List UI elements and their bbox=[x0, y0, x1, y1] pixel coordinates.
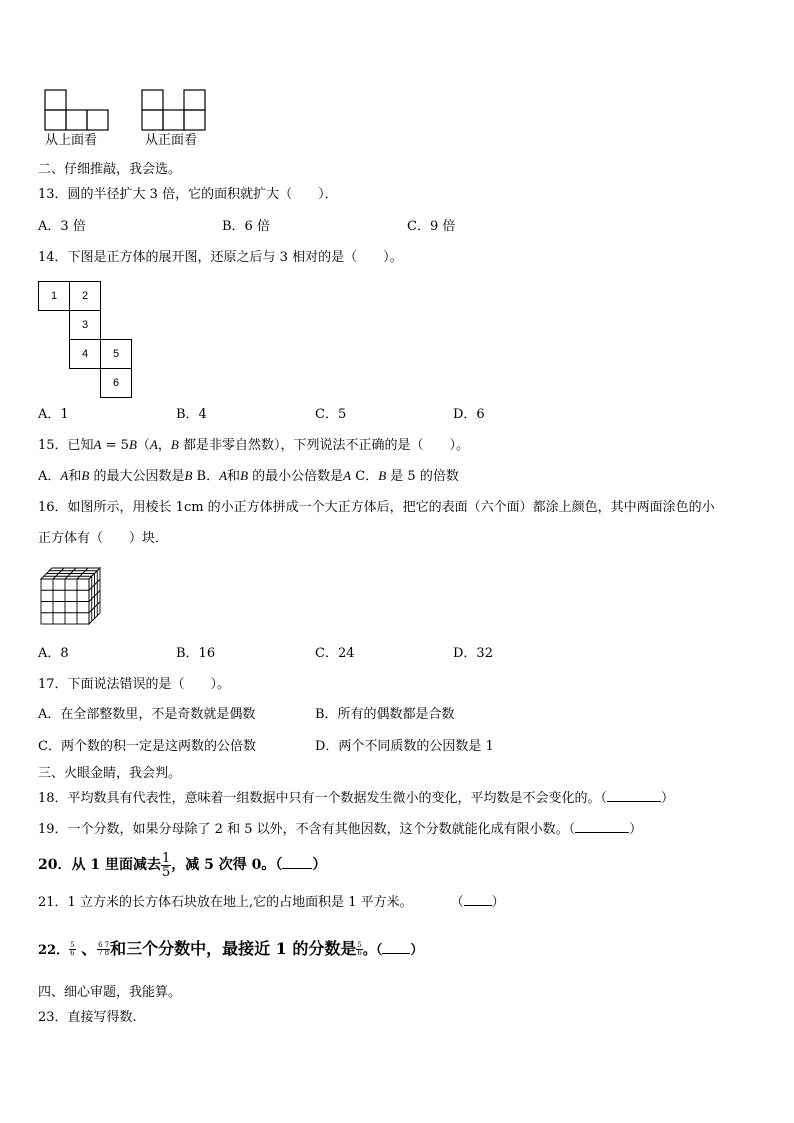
q17-option-d: D．两个不同质数的公因数是 1 bbox=[315, 739, 494, 754]
q15-options bbox=[38, 468, 459, 485]
question-23: 23．直接写得数. bbox=[38, 1010, 137, 1025]
q18-text: 18．平均数具有代表性，意味着一组数据中只有一个数据发生微小的变化，平均数是不会变化的。（ bbox=[38, 791, 608, 806]
q22-f4-den: 6 bbox=[357, 949, 362, 957]
q14-option-c: C．5 bbox=[315, 407, 347, 422]
q20-prefix: 20．从 1 里面减去 bbox=[38, 857, 161, 873]
q21-answer-blank[interactable] bbox=[464, 905, 492, 906]
question-21 bbox=[38, 895, 505, 911]
q22-f3-den: 8 bbox=[104, 949, 110, 957]
q21-close: ） bbox=[491, 895, 505, 910]
q22-f1-den: 6 bbox=[70, 949, 75, 957]
q15-opt-b-var2: B bbox=[240, 468, 249, 483]
q22-f3-num: 7 bbox=[104, 941, 110, 949]
q20-fraction bbox=[161, 852, 171, 879]
q15-opt-a-label: A． bbox=[38, 469, 61, 484]
question-13: 13．圆的半径扩大 3 倍，它的面积就扩大（ ）． bbox=[38, 187, 338, 202]
q13-option-a: A．3 倍 bbox=[38, 219, 86, 234]
q19-text: 19．一个分数，如果分母除了 2 和 5 以外，不含有其他因数，这个分数就能化成有限小数。（ bbox=[38, 822, 576, 837]
q18-answer-blank[interactable] bbox=[607, 801, 661, 802]
net-cell-6: 6 bbox=[100, 368, 132, 398]
q16-option-a: A．8 bbox=[38, 646, 69, 661]
net-cell-4: 4 bbox=[69, 339, 101, 369]
q15-cond-tail: 都是非零自然数），下列说法不正确的是（ ）。 bbox=[178, 438, 469, 453]
q22-f4-num: 5 bbox=[357, 941, 362, 949]
q15-opt-a-and: 和 bbox=[68, 469, 82, 484]
q15-cond-a: A bbox=[149, 437, 158, 452]
q22-close: ） bbox=[410, 943, 424, 958]
net-cell-5: 5 bbox=[100, 339, 132, 369]
question-20 bbox=[38, 850, 326, 880]
q16-option-d: D．32 bbox=[453, 646, 493, 661]
q16-option-b: B．16 bbox=[176, 646, 216, 661]
q15-opt-a-var2: B bbox=[81, 468, 90, 483]
q15-opt-c-var1: B bbox=[378, 468, 387, 483]
q15-opt-b-var3: A bbox=[343, 468, 352, 483]
q20-answer-blank[interactable] bbox=[282, 868, 312, 869]
section-title: 二、仔细推敲，我会选。 bbox=[38, 162, 182, 177]
q15-opt-b-text: 的最小公倍数是 bbox=[248, 469, 344, 484]
front-view-figure bbox=[138, 88, 210, 132]
q15-formula-a: A bbox=[93, 437, 102, 452]
question-19 bbox=[38, 822, 642, 838]
front-view-label: 从正面看 bbox=[145, 133, 198, 148]
q22-sep: 、 bbox=[75, 939, 98, 958]
q15-cond-b: B bbox=[170, 437, 179, 452]
q15-prefix: 15．已知 bbox=[38, 438, 94, 453]
q15-cond-sep: ， bbox=[157, 438, 171, 453]
q20-suffix: ，减 5 次得 0。（ bbox=[171, 857, 283, 873]
q21-text: 21．1 立方米的长方体石块放在地上,它的占地面积是 1 平方米。 bbox=[38, 895, 413, 910]
q13-option-c: C．9 倍 bbox=[407, 219, 456, 234]
question-16-line1: 16．如图所示，用棱长 1cm 的小正方体拼成一个大正方体后，把它的表面（六个面）都涂上颜色，其中两面涂色的小 bbox=[38, 500, 715, 515]
q15-opt-b-var1: A bbox=[219, 468, 228, 483]
q22-text: 三个分数中，最接近 1 的分数是 bbox=[126, 939, 357, 958]
q17-option-a: A．在全部整数里，不是奇数就是偶数 bbox=[38, 707, 256, 722]
q15-opt-b-label: B． bbox=[192, 469, 220, 484]
q15-opt-c-label: C． bbox=[351, 469, 379, 484]
q22-f1-num: 5 bbox=[70, 941, 75, 949]
q15-opt-a-text: 的最大公因数是 bbox=[89, 469, 185, 484]
q13-option-b: B．6 倍 bbox=[222, 219, 270, 234]
q17-option-b: B．所有的偶数都是合数 bbox=[315, 707, 455, 722]
q22-answer-blank[interactable] bbox=[382, 953, 410, 954]
top-view-label: 从上面看 bbox=[45, 133, 98, 148]
top-view-figure bbox=[40, 88, 112, 132]
q22-tail: 。（ bbox=[362, 943, 383, 958]
q15-opt-a-var3: B bbox=[184, 468, 193, 483]
q15-formula-b: B bbox=[128, 437, 137, 452]
q22-mid: 和 bbox=[110, 939, 127, 958]
question-14: 14．下图是正方体的展开图，还原之后与 3 相对的是（ ）。 bbox=[38, 250, 403, 265]
q19-answer-blank[interactable] bbox=[575, 832, 629, 833]
q16-option-c: C．24 bbox=[315, 646, 355, 661]
q17-option-c: C．两个数的积一定是这两数的公倍数 bbox=[38, 739, 256, 754]
net-cell-3: 3 bbox=[69, 310, 101, 340]
q18-close: ） bbox=[661, 791, 675, 806]
q14-option-b: B．4 bbox=[176, 407, 207, 422]
q21-open: （ bbox=[450, 895, 464, 910]
q20-close: ） bbox=[312, 857, 327, 873]
question-17: 17．下面说法错误的是（ ）。 bbox=[38, 677, 231, 692]
q22-prefix: 22． bbox=[38, 943, 70, 958]
q15-paren: （ bbox=[136, 438, 150, 453]
cube-4x4-figure bbox=[38, 565, 104, 627]
q15-opt-c-text: 是 5 的倍数 bbox=[386, 469, 459, 484]
q15-opt-b-and: 和 bbox=[227, 469, 241, 484]
q15-formula-eq: = 5 bbox=[101, 438, 129, 453]
q15-opt-a-var1: A bbox=[60, 468, 69, 483]
section-title: 四、细心审题，我能算。 bbox=[38, 985, 182, 1000]
question-22 bbox=[38, 935, 423, 965]
question-16-line2: 正方体有（ ）块． bbox=[38, 531, 169, 546]
section-title: 三、火眼金睛，我会判。 bbox=[38, 766, 182, 781]
q14-option-a: A．1 bbox=[38, 407, 69, 422]
q20-frac-num: 1 bbox=[161, 850, 171, 866]
net-cell-2: 2 bbox=[69, 281, 101, 311]
q19-close: ） bbox=[629, 822, 643, 837]
q20-frac-den: 5 bbox=[161, 864, 171, 880]
question-15 bbox=[38, 437, 469, 454]
net-cell-1: 1 bbox=[38, 281, 70, 311]
question-18 bbox=[38, 791, 674, 807]
q22-f2-den: 7 bbox=[98, 949, 103, 957]
q22-f2-num: 6 bbox=[98, 941, 103, 949]
q14-option-d: D．6 bbox=[453, 407, 485, 422]
